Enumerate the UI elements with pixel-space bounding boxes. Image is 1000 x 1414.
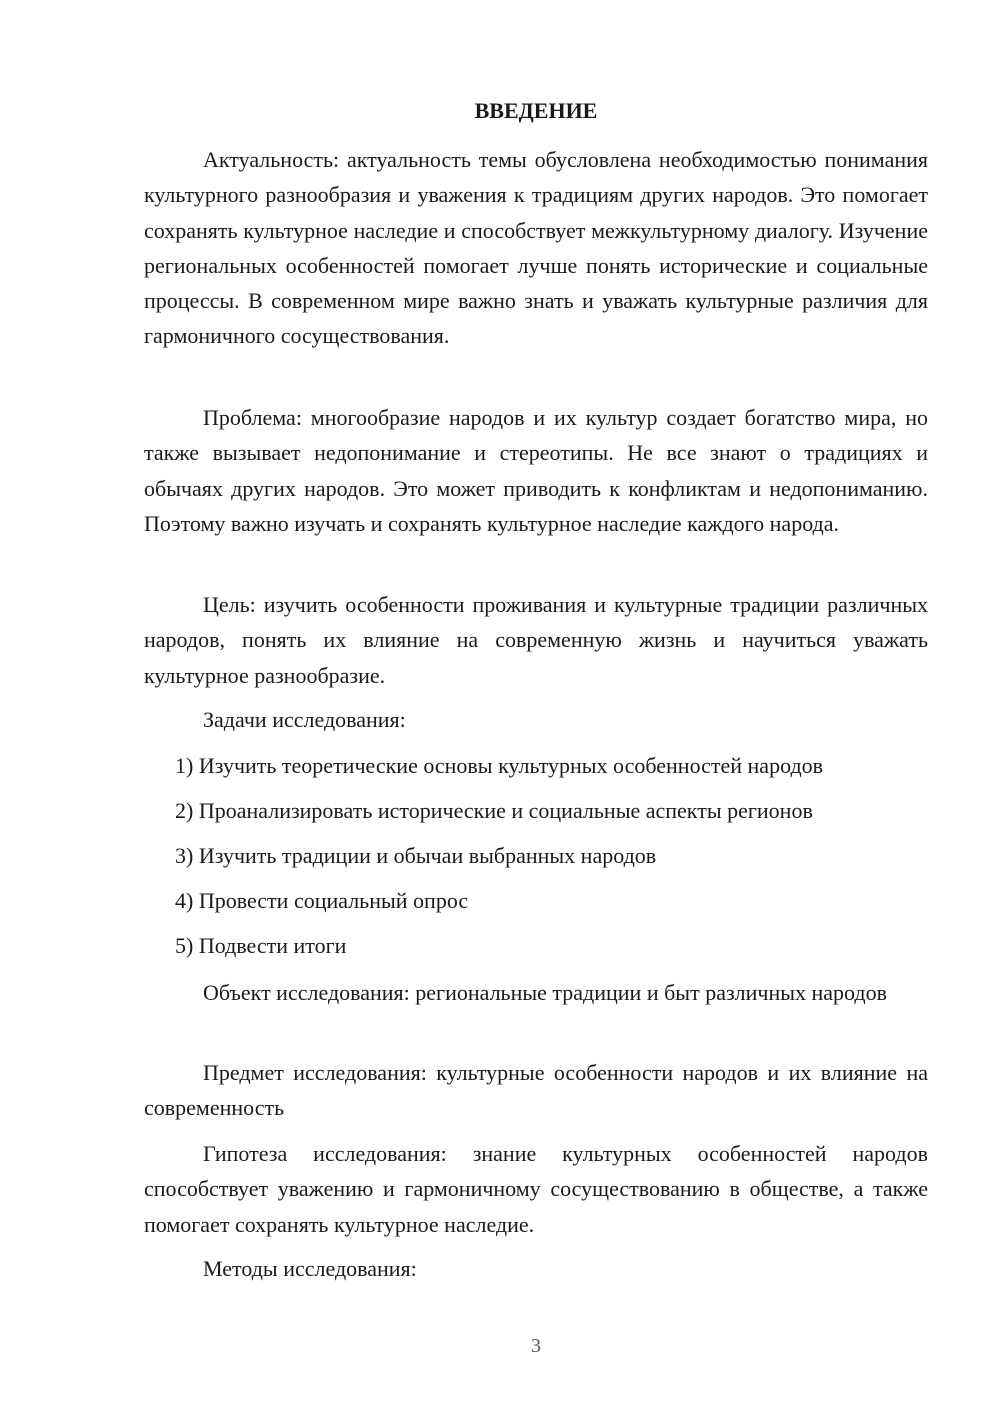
task-item: 1) Изучить теоретические основы культурных особенностей народов xyxy=(175,753,824,778)
task-item: 3) Изучить традиции и обычаи выбранных народов xyxy=(175,843,657,868)
relevance-paragraph: Актуальность: актуальность темы обусловлена необходимостью понимания культурного разнообразия и уважения к традициям других народов. Это помогает сохранять культурное наследие и способствует межкультурному диалогу. Изучение региональных особенностей помогает лучше понять исторические и социальные процессы. В современном мире важно знать и уважать культурные различия для гармоничного сосуществования. xyxy=(144,147,928,349)
problem-paragraph: Проблема: многообразие народов и их культур создает богатство мира, но также вызывает недопонимание и стереотипы. Не все знают о традициях и обычаях других народов. Это может приводить к конфликтам и недопониманию. Поэтому важно изучать и сохранять культурное наследие каждого народа. xyxy=(144,405,928,536)
page-number: 3 xyxy=(531,1335,541,1357)
tasks-heading: Задачи исследования: xyxy=(203,707,406,732)
methods-heading: Методы исследования: xyxy=(203,1256,417,1281)
hypothesis-paragraph: Гипотеза исследования: знание культурных особенностей народов способствует уважению и гармоничному сосуществованию в обществе, а также помогает сохранять культурное наследие. xyxy=(144,1141,928,1237)
task-item: 2) Проанализировать исторические и социальные аспекты регионов xyxy=(175,798,813,823)
task-item: 5) Подвести итоги xyxy=(175,933,347,958)
subject-paragraph: Предмет исследования: культурные особенности народов и их влияние на современность xyxy=(144,1060,928,1121)
page-title: ВВЕДЕНИЕ xyxy=(474,98,598,123)
object-paragraph: Объект исследования: региональные традиции и быт различных народов xyxy=(203,980,888,1005)
goal-paragraph: Цель: изучить особенности проживания и культурные традиции различных народов, понять их влияние на современную жизнь и научиться уважать культурное разнообразие. xyxy=(144,592,928,688)
task-item: 4) Провести социальный опрос xyxy=(175,888,469,913)
